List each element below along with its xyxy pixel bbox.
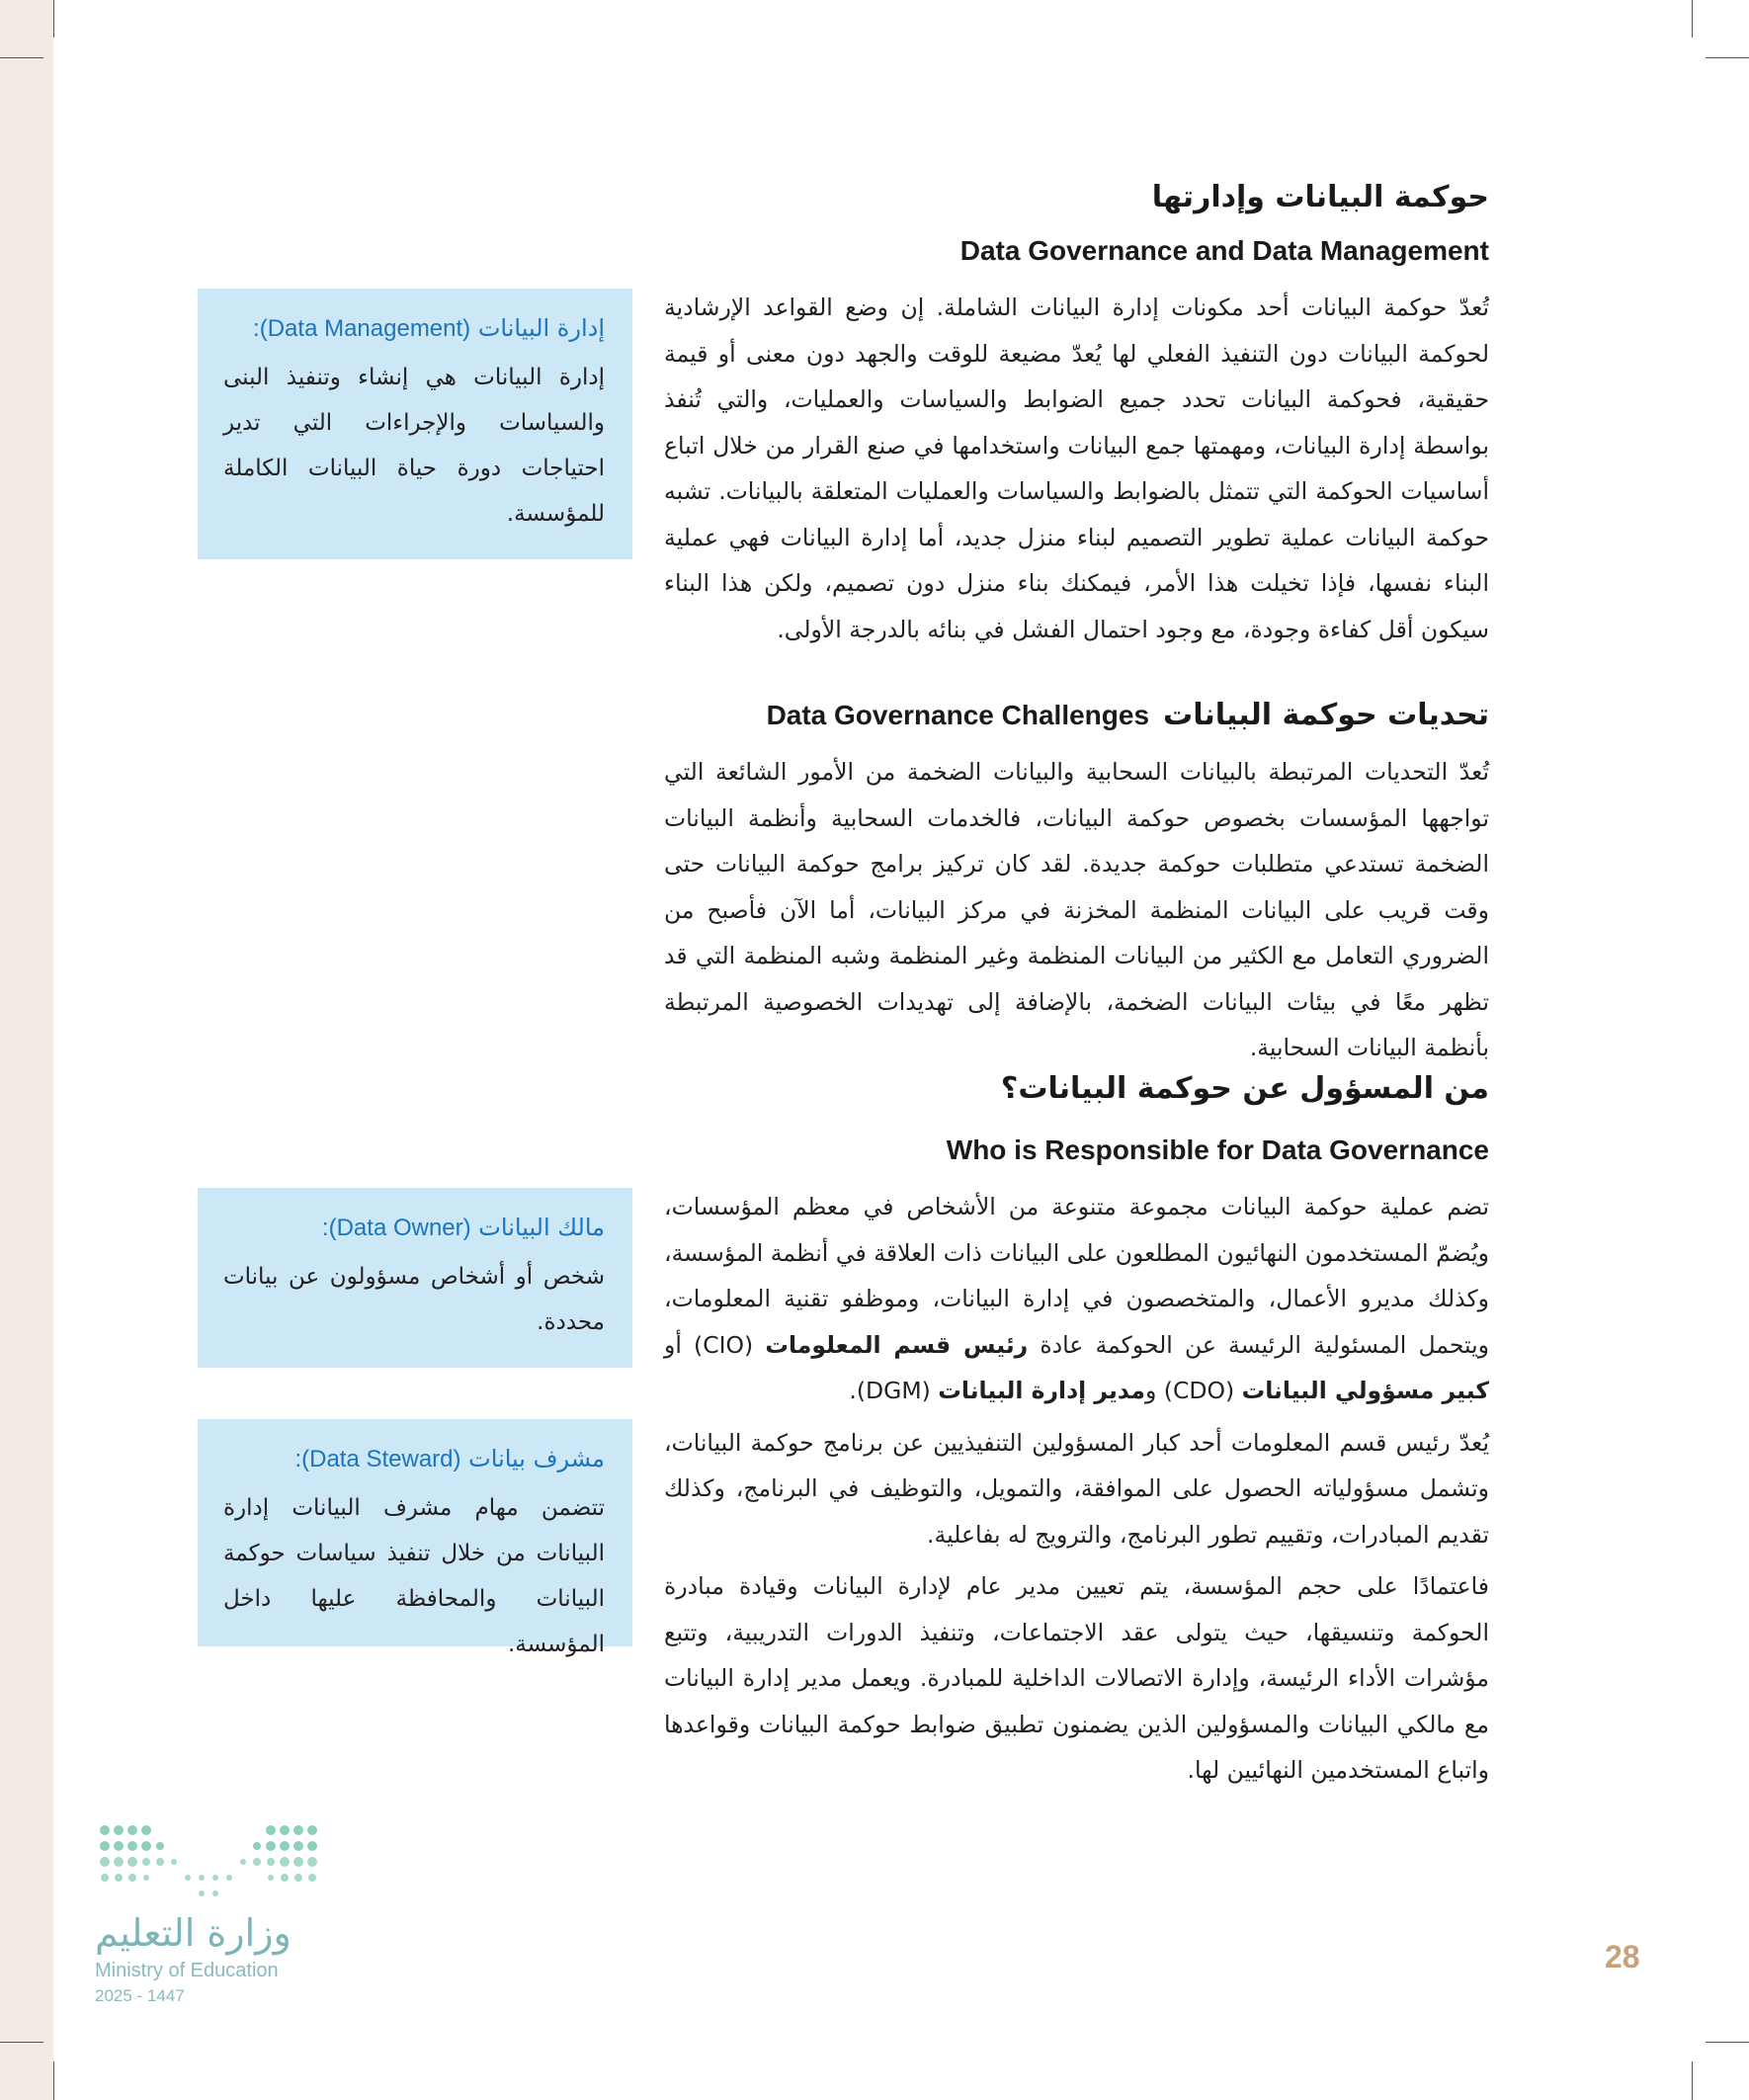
logo-dot <box>143 1875 149 1881</box>
section3-title-ar: من المسؤول عن حوكمة البيانات؟ <box>1000 1071 1489 1106</box>
logo-dot <box>114 1825 124 1835</box>
logo-dot <box>281 1874 289 1882</box>
logo-dot <box>114 1841 124 1851</box>
logo-dot <box>307 1825 317 1835</box>
p1-text-a: تضم عملية حوكمة البيانات مجموعة متنوعة من الأشخاص في معظم المؤسسات، ويُضمّ المستخدمون النهائيون المطلعون على البيانات ذات العلاقة في أنظمة المؤسسة، وكذلك مديرو الأعمال، والمتخصصون في إدارة البيانات، وموظفو تقنية المعلومات، ويتحمل المسئولية الرئيسة عن الحوكمة عادة <box>664 1193 1489 1359</box>
logo-dot <box>171 1859 177 1865</box>
sidebar-box-title-en: (Data Owner): <box>321 1215 471 1241</box>
logo-dot <box>185 1875 191 1881</box>
section1-body <box>664 285 1489 652</box>
crop-mark <box>1706 2042 1749 2043</box>
sidebar-box-title-ar: مشرف بيانات <box>468 1445 605 1472</box>
logo-dot <box>226 1875 232 1881</box>
crop-mark <box>1692 0 1693 38</box>
section1-title-en: Data Governance and Data Management <box>959 235 1489 266</box>
logo-dot <box>280 1841 290 1851</box>
logo-dot <box>142 1858 150 1866</box>
section2-heading <box>767 698 1489 732</box>
section2-body <box>664 749 1489 1071</box>
logo-dot <box>100 1857 110 1867</box>
logo-dot <box>308 1874 316 1882</box>
logo-dot <box>100 1841 110 1851</box>
sidebar-box-title-en: (Data Steward): <box>294 1446 461 1472</box>
logo-dot <box>240 1859 246 1865</box>
crop-mark <box>0 57 43 58</box>
logo-dot <box>294 1874 302 1882</box>
logo-dot <box>293 1825 303 1835</box>
logo-dot <box>128 1874 136 1882</box>
p1-text-b: (CIO) أو <box>664 1330 754 1359</box>
section2-paragraph: تُعدّ التحديات المرتبطة بالبيانات السحابية والبيانات الضخمة من الأمور الشائعة التي تواجهها المؤسسات بخصوص حوكمة البيانات، فالخدمات السحابية وأنظمة البيانات الضخمة تستدعي متطلبات حوكمة جديدة. لقد كان تركيز برامج حوكمة البيانات حتى وقت قريب على البيانات المنظمة المخزنة في مركز البيانات، أما الآن فأصبح من الضروري التعامل مع الكثير من البيانات المنظمة وغير المنظمة وشبه المنظمة التي قد تظهر معًا في بيئات البيانات الضخمة، بالإضافة إلى تهديدات الخصوصية المرتبطة بأنظمة البيانات السحابية. <box>664 758 1489 1061</box>
logo-dot <box>293 1857 303 1867</box>
logo-dot <box>266 1825 276 1835</box>
logo-dot <box>293 1841 303 1851</box>
logo-dot <box>307 1841 317 1851</box>
section3-paragraph-2: يُعدّ رئيس قسم المعلومات أحد كبار المسؤولين التنفيذيين عن برنامج حوكمة البيانات، وتشمل مسؤولياته الحصول على الموافقة، والتمويل، والتوظيف في البرنامج، وكذلك تقديم المبادرات، وتقييم تطور البرنامج، والترويج له بفاعلية. <box>664 1428 1489 1549</box>
logo-dot <box>280 1825 290 1835</box>
logo-dot <box>199 1875 205 1881</box>
section1-title-ar: حوكمة البيانات وإدارتها <box>1151 180 1489 214</box>
section3-paragraph-3: فاعتمادًا على حجم المؤسسة، يتم تعيين مدير عام لإدارة البيانات وقيادة مبادرة الحوكمة وتنسيقها، حيث يتولى عقد الاجتماعات، وتنفيذ الدورات التدريبية، وتتبع مؤشرات الأداء الرئيسة، وإدارة الاتصالات الداخلية للمبادرة. ويعمل مدير إدارة البيانات مع مالكي البيانات والمسؤولين الذين يضمنون تطبيق ضوابط حوكمة البيانات وقواعدها واتباع المستخدمين النهائيين لها. <box>664 1572 1489 1784</box>
sidebar-box-title <box>223 1441 605 1477</box>
ministry-name-ar: وزارة التعليم <box>95 1911 292 1955</box>
left-margin-strip <box>0 0 53 2100</box>
sidebar-box-title-ar: إدارة البيانات <box>477 314 605 342</box>
sidebar-box-title <box>223 310 605 347</box>
section2-title-en: Data Governance Challenges <box>766 700 1150 730</box>
logo-dot <box>212 1875 218 1881</box>
logo-dot <box>127 1841 137 1851</box>
sidebar-box-body: تتضمن مهام مشرف البيانات إدارة البيانات من خلال تنفيذ سياسات حوكمة البيانات والمحافظة عليها داخل المؤسسة. <box>223 1495 605 1657</box>
section3-paragraph-1 <box>664 1184 1489 1414</box>
p1-text-c: (CDO) و <box>1144 1377 1235 1404</box>
logo-dot <box>199 1890 205 1896</box>
crop-mark <box>1706 57 1749 58</box>
logo-dot <box>115 1874 123 1882</box>
logo-dot <box>212 1890 218 1896</box>
logo-dot <box>127 1857 137 1867</box>
crop-mark <box>1692 2061 1693 2100</box>
logo-dot <box>267 1858 275 1866</box>
logo-dot <box>100 1825 110 1835</box>
logo-dot <box>141 1841 151 1851</box>
logo-dot <box>114 1857 124 1867</box>
section2-title-ar: تحديات حوكمة البيانات <box>1163 698 1489 732</box>
ministry-logo-dots <box>95 1820 332 1903</box>
logo-dot <box>253 1858 261 1866</box>
logo-dot <box>266 1841 276 1851</box>
dgm-term: مدير إدارة البيانات <box>938 1377 1145 1404</box>
sidebar-box-body: شخص أو أشخاص مسؤولون عن بيانات محددة. <box>223 1264 605 1335</box>
section3-title-en: Who is Responsible for Data Governance <box>946 1134 1489 1165</box>
p1-text-d: (DGM). <box>849 1377 931 1404</box>
logo-dot <box>280 1857 290 1867</box>
logo-dot <box>141 1825 151 1835</box>
sidebar-box-data-owner <box>198 1188 632 1368</box>
crop-mark <box>53 2061 54 2100</box>
sidebar-box-title <box>223 1210 605 1246</box>
logo-dot <box>101 1874 109 1882</box>
ministry-name-en: Ministry of Education <box>95 1960 279 1981</box>
cdo-term: كبير مسؤولي البيانات <box>1241 1377 1489 1404</box>
page-number: 28 <box>1605 1939 1640 1974</box>
cio-term: رئيس قسم المعلومات <box>765 1330 1029 1359</box>
logo-dot <box>156 1858 164 1866</box>
edition-year: 2025 - 1447 <box>95 1986 185 2005</box>
sidebar-box-title-ar: مالك البيانات <box>478 1214 605 1241</box>
logo-dot <box>253 1842 261 1850</box>
sidebar-box-title-en: (Data Management): <box>253 315 471 342</box>
logo-dot <box>156 1842 164 1850</box>
sidebar-box-body: إدارة البيانات هي إنشاء وتنفيذ البنى والسياسات والإجراءات التي تدير احتياجات دورة حياة البيانات الكاملة للمؤسسة. <box>223 365 605 527</box>
logo-dot <box>268 1875 274 1881</box>
sidebar-box-data-management <box>198 289 632 559</box>
logo-dot <box>307 1857 317 1867</box>
crop-mark <box>53 0 54 38</box>
section3-body <box>664 1184 1489 1794</box>
logo-dot <box>127 1825 137 1835</box>
crop-mark <box>0 2042 43 2043</box>
sidebar-box-data-steward <box>198 1419 632 1657</box>
section1-paragraph: تُعدّ حوكمة البيانات أحد مكونات إدارة البيانات الشاملة. إن وضع القواعد الإرشادية لحوكمة البيانات دون التنفيذ الفعلي لها يُعدّ مضيعة للوقت والجهد دون معنى أو قيمة حقيقية، فحوكمة البيانات تحدد جميع الضوابط والسياسات والعمليات، والتي تُنفذ بواسطة إدارة البيانات، ومهمتها جمع البيانات واستخدامها في صنع القرار من خلال اتباع أساسيات الحوكمة التي تتمثل بالضوابط والسياسات والعمليات المتعلقة بالبيانات. تشبه حوكمة البيانات عملية تطوير التصميم لبناء منزل جديد، أما إدارة البيانات فهي عملية البناء نفسها، فإذا تخيلت هذا الأمر، فيمكنك بناء منزل دون تصميم، ولكن هذا البناء سيكون أقل كفاءة وجودة، مع وجود احتمال الفشل في بنائه بالدرجة الأولى. <box>664 294 1489 643</box>
